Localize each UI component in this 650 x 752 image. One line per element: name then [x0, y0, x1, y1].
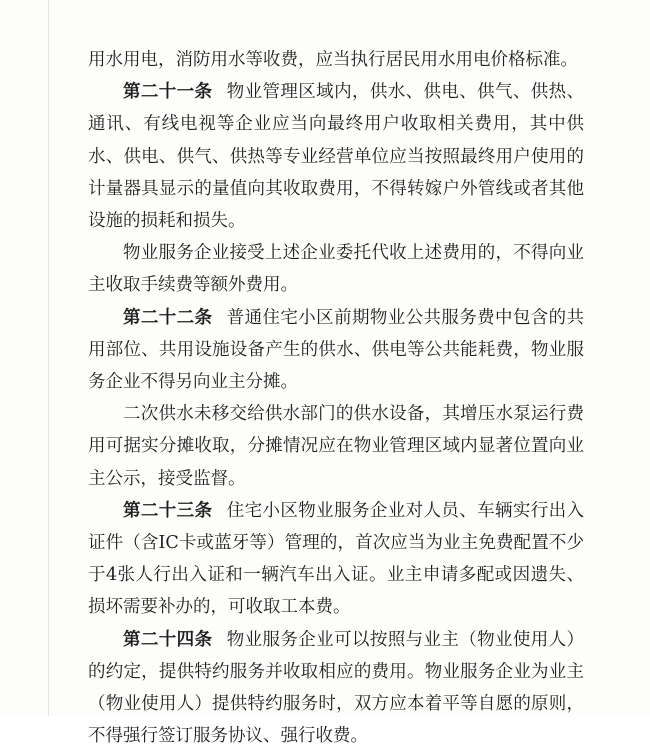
paragraph-text: 物业管理区域内，供水、供电、供气、供热、通讯、有线电视等企业应当向最终用户收取相关费用，其中供水、供电、供气、供热等专业经营单位应当按照最终用户使用的计量器具显示的量值向其收取费用，不得转嫁户外管线或者其他设施的损耗和损失。	[88, 82, 585, 232]
page-edge-line	[48, 0, 49, 716]
paragraph-continued	[88, 44, 584, 76]
document-body	[88, 44, 584, 752]
paragraph-text: 物业服务企业接受上述企业委托代收上述费用的，不得向业主收取手续费等额外费用。	[88, 243, 584, 296]
article-23	[88, 495, 584, 624]
article-number: 第二十四条	[123, 629, 213, 650]
paragraph-text: 二次供水未移交给供水部门的供水设备，其增压水泵运行费用可据实分摊收取，分摊情况应在物业管理区域内显著位置向业主公示，接受监督。	[88, 404, 584, 489]
article-number: 第二十一条	[123, 82, 213, 103]
article-number: 第二十二条	[123, 307, 213, 328]
paragraph-text: 住宅小区物业服务企业对人员、车辆实行出入证件（含IC卡或蓝牙等）管理的，首次应当为业主免费配置不少于4张人行出入证和一辆汽车出入证。业主申请多配或因遗失、损坏需要补办的，可收取工本费。	[88, 500, 585, 618]
article-24	[88, 624, 584, 752]
article-21	[88, 76, 584, 237]
paragraph	[88, 398, 584, 495]
article-22	[88, 302, 584, 399]
paragraph	[88, 237, 584, 301]
paragraph-text: 用水用电，消防用水等收费，应当执行居民用水用电价格标准。	[88, 50, 578, 70]
paragraph-text: 物业服务企业可以按照与业主（物业使用人）的约定，提供特约服务并收取相应的费用。物业服务企业为业主（物业使用人）提供特约服务时，双方应本着平等自愿的原则，不得强行签订服务协议、强行收费。	[88, 629, 585, 747]
article-number: 第二十三条	[123, 500, 213, 521]
paragraph-text: 普通住宅小区前期物业公共服务费中包含的共用部位、共用设施设备产生的供水、供电等公共能耗费，物业服务企业不得另向业主分摊。	[88, 307, 585, 393]
